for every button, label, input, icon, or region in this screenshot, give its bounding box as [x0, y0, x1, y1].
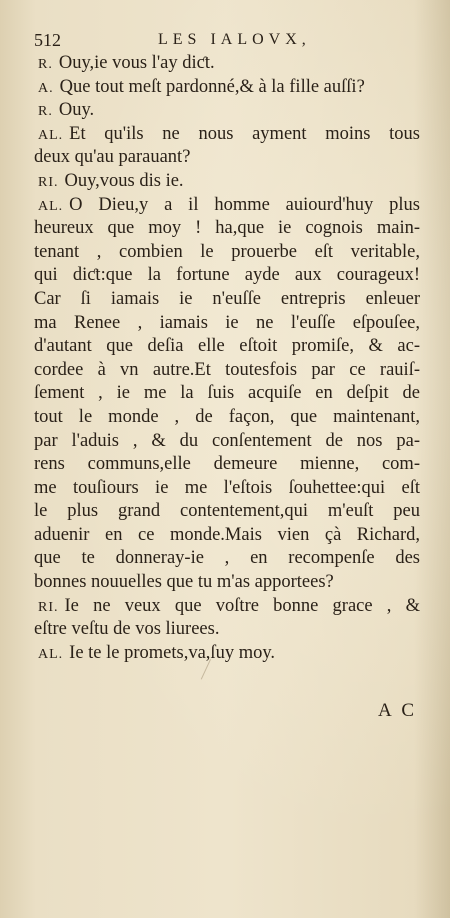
text-line: [34, 618, 420, 642]
line-text: que te donneray-ie , en recompenſe des: [34, 548, 420, 569]
line-text: qui diƈt:que la fortune ayde aux courageux!: [34, 265, 420, 286]
speaker-label: AL.: [38, 127, 64, 143]
line-text: le plus grand contentement,qui m'euſt peu: [34, 501, 420, 522]
line-text: heureux que moy ! ha,que ie cognois main-: [34, 218, 420, 239]
speaker-label: A.: [38, 80, 54, 96]
line-text: Ouy,vous dis ie.: [64, 170, 184, 191]
text-line: [34, 430, 420, 454]
line-text: Ie te le promets,va,ſuy moy.: [69, 642, 276, 663]
speaker-label: RI.: [38, 599, 59, 615]
text-line: [34, 642, 420, 666]
line-text: Que tout meſt pardonné,& à la fille auſſi?: [59, 76, 365, 97]
text-line: [34, 547, 420, 571]
line-text: aduenir en ce monde.Mais vien çà Richard,: [34, 524, 420, 545]
text-line: [34, 52, 420, 76]
text-line: [34, 500, 420, 524]
text-line: [34, 312, 420, 336]
speaker-label: R.: [38, 57, 53, 72]
line-text: Ie ne veux que voſtre bonne grace , &: [64, 595, 420, 616]
text-line: [34, 359, 420, 383]
text-line: [34, 99, 420, 123]
line-text: tout le monde , de façon, que maintenant,: [34, 406, 420, 427]
line-text: ma Renee , iamais ie ne l'euſſe eſpouſee,: [34, 312, 420, 333]
line-text: Ouy,ie vous l'ay diƈt.: [58, 53, 215, 73]
speaker-label: R.: [38, 104, 53, 120]
text-line: [34, 477, 420, 501]
text-line: [34, 382, 420, 406]
dialogue-text: [34, 52, 420, 665]
line-text: Ouy.: [58, 100, 95, 121]
text-line: [34, 524, 420, 548]
text-line: [34, 453, 420, 477]
running-title: LES IALOVX,: [158, 31, 311, 48]
text-line: [34, 406, 420, 430]
text-line: [34, 335, 420, 359]
catchword: A C: [378, 700, 418, 721]
text-line: [34, 595, 420, 619]
line-text: deux qu'au parauant?: [34, 147, 191, 168]
line-text: cordee à vn autre.Et toutesfois par ce rauiſ-: [34, 359, 420, 380]
line-text: eſtre veſtu de vos liurees.: [34, 619, 220, 640]
page-header: [34, 28, 414, 52]
text-line: [34, 241, 420, 265]
text-line: [34, 76, 420, 100]
line-text: bonnes nouuelles que tu m'as apportees?: [34, 572, 334, 593]
line-text: tenant , combien le prouerbe eſt veritable,: [34, 241, 420, 262]
line-text: d'autant que deſia elle eſtoit promiſe, & ac-: [34, 336, 420, 357]
line-text: me touſiours ie me l'eſtois ſouhettee:qui eſt: [34, 477, 420, 498]
text-line: [34, 217, 420, 241]
text-line: [34, 123, 420, 147]
speaker-label: AL.: [38, 198, 64, 214]
page-number: 512: [34, 30, 61, 50]
text-line: [34, 194, 420, 218]
text-line: [34, 288, 420, 312]
text-line: [34, 170, 420, 194]
line-text: par l'aduis , & du conſentement de nos pa-: [34, 430, 420, 451]
speaker-label: AL.: [38, 646, 64, 662]
line-text: ſement , ie me la ſuis acquiſe en deſpit de: [34, 383, 420, 404]
text-line: [34, 264, 420, 288]
speaker-label: RI.: [38, 174, 59, 190]
line-text: O Dieu,y a il homme auiourd'huy plus: [69, 194, 420, 215]
text-line: [34, 146, 420, 170]
line-text: Car ſi iamais ie n'euſſe entrepris enleuer: [34, 288, 420, 309]
line-text: rens communs,elle demeure mienne, com-: [34, 454, 420, 475]
line-text: Et qu'ils ne nous ayment moins tous: [69, 123, 420, 144]
text-line: [34, 571, 420, 595]
